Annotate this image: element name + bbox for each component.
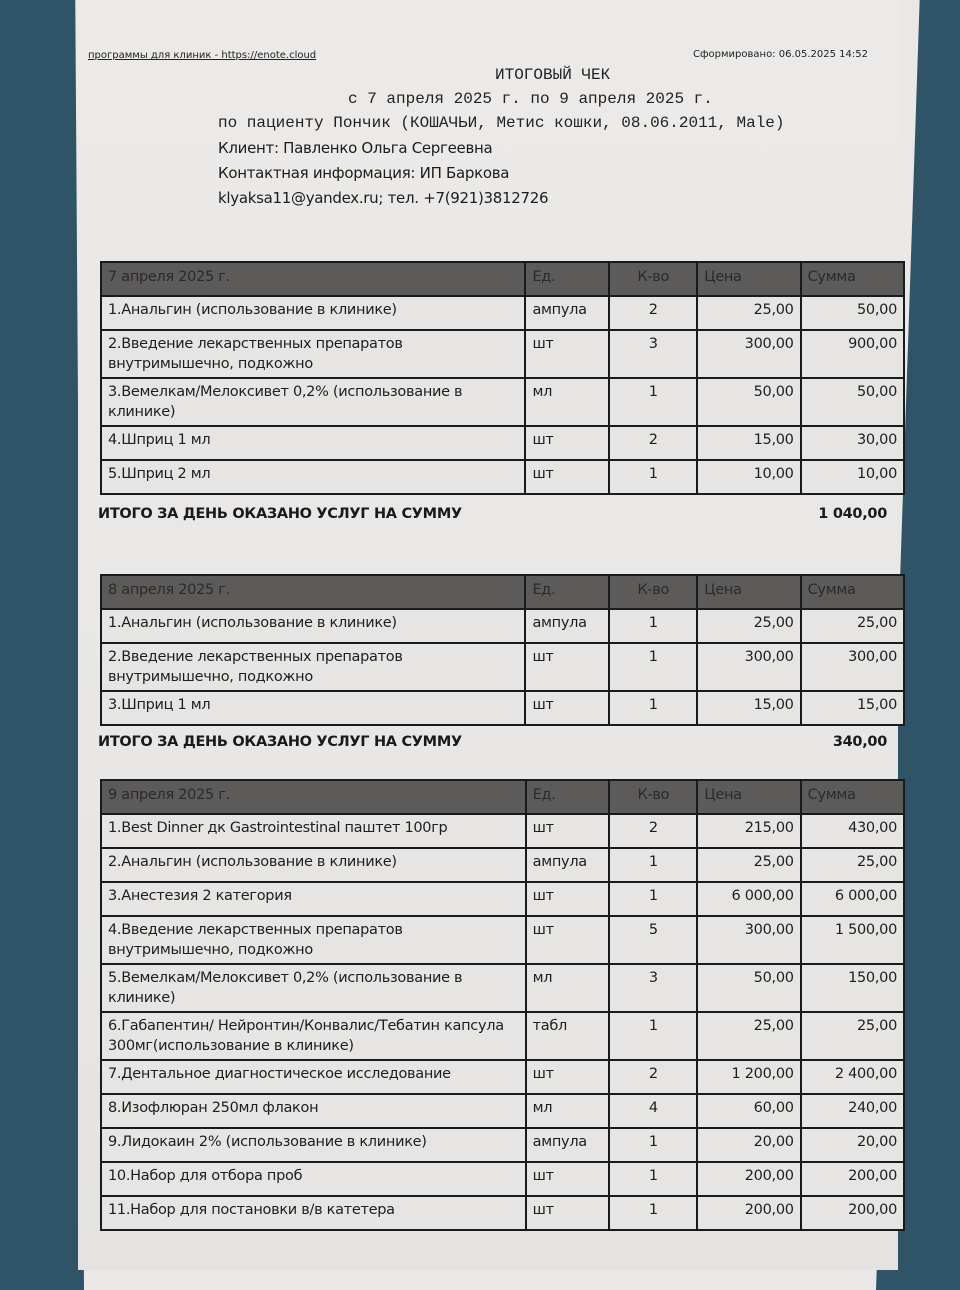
table-row [101,1094,904,1128]
item-price: 50,00 [697,964,800,1012]
item-price: 50,00 [697,378,800,426]
item-name: 1.Анальгин (использование в клинике) [101,296,525,330]
day-date: 7 апреля 2025 г. [101,262,525,296]
item-name: 10.Набор для отбора проб [101,1162,526,1196]
item-price: 6 000,00 [697,882,800,916]
col-price: Цена [697,575,800,609]
item-qty: 3 [609,330,697,378]
col-sum: Сумма [801,780,904,814]
item-price: 15,00 [697,426,800,460]
table-row [101,691,904,725]
item-name: 1.Best Dinner дк Gastrointestinal паштет 100гр [101,814,526,848]
item-sum: 430,00 [801,814,904,848]
item-name: 11.Набор для постановки в/в катетера [101,1196,526,1230]
item-sum: 6 000,00 [801,882,904,916]
item-unit: ампула [525,609,609,643]
item-name: 4.Шприц 1 мл [101,426,525,460]
item-qty: 1 [609,609,697,643]
item-unit: мл [525,378,609,426]
item-unit: ампула [526,1128,610,1162]
item-unit: шт [526,1196,610,1230]
item-qty: 1 [609,460,697,494]
col-price: Цена [697,262,800,296]
contact-info: Контактная информация: ИП Баркова [218,164,510,182]
vendor-link[interactable]: программы для клиник - https://enote.cloud [88,50,317,61]
item-unit: табл [526,1012,610,1060]
col-sum: Сумма [801,262,904,296]
day-date: 8 апреля 2025 г. [101,575,525,609]
col-price: Цена [697,780,800,814]
table-row [101,814,904,848]
item-name: 5.Вемелкам/Мелоксивет 0,2% (использование в клинике) [101,964,526,1012]
client-name: Клиент: Павленко Ольга Сергеевна [218,139,493,157]
item-name: 2.Введение лекарственных препаратов внутримышечно, подкожно [101,643,525,691]
day-total-amount: 340,00 [832,734,887,750]
item-price: 215,00 [697,814,800,848]
item-price: 200,00 [697,1162,800,1196]
day-table-1 [100,261,905,495]
day-header-row [101,575,904,609]
item-sum: 30,00 [801,426,904,460]
item-name: 8.Изофлюран 250мл флакон [101,1094,526,1128]
item-sum: 25,00 [801,1012,904,1060]
patient-info: по пациенту Пончик (КОШАЧЬИ, Метис кошки, 08.06.2011, Male) [218,114,785,132]
day-total-2 [98,734,893,750]
item-unit: шт [525,460,609,494]
day-table-3 [100,779,905,1231]
item-sum: 1 500,00 [801,916,904,964]
item-sum: 900,00 [801,330,904,378]
item-unit: шт [525,426,609,460]
table-row [101,296,904,330]
item-unit: шт [526,1060,610,1094]
item-price: 200,00 [697,1196,800,1230]
table-row [101,460,904,494]
item-qty: 4 [609,1094,697,1128]
table-row [101,426,904,460]
table-row [101,1196,904,1230]
item-name: 6.Габапентин/ Нейронтин/Конвалис/Тебатин капсула 300мг(использование в клинике) [101,1012,526,1060]
item-unit: шт [525,330,609,378]
item-qty: 1 [609,643,697,691]
item-name: 3.Анестезия 2 категория [101,882,526,916]
item-qty: 2 [609,296,697,330]
receipt-title: ИТОГОВЫЙ ЧЕК [495,66,611,84]
item-qty: 2 [609,814,697,848]
item-qty: 3 [609,964,697,1012]
item-name: 2.Введение лекарственных препаратов внутримышечно, подкожно [101,330,525,378]
generated-timestamp: Сформировано: 06.05.2025 14:52 [693,49,868,60]
item-unit: шт [526,814,610,848]
item-sum: 240,00 [801,1094,904,1128]
table-row [101,378,904,426]
table-row [101,330,904,378]
item-unit: ампула [526,848,610,882]
item-name: 5.Шприц 2 мл [101,460,525,494]
table-row [101,1012,904,1060]
item-price: 15,00 [697,691,800,725]
item-qty: 2 [609,426,697,460]
col-unit: Ед. [526,780,610,814]
table-row [101,848,904,882]
receipt-period: с 7 апреля 2025 г. по 9 апреля 2025 г. [348,90,713,108]
table-row [101,1162,904,1196]
item-name: 3.Шприц 1 мл [101,691,525,725]
item-unit: шт [526,1162,610,1196]
item-name: 1.Анальгин (использование в клинике) [101,609,525,643]
item-name: 4.Введение лекарственных препаратов внутримышечно, подкожно [101,916,526,964]
item-price: 25,00 [697,1012,800,1060]
item-price: 60,00 [697,1094,800,1128]
item-sum: 25,00 [801,848,904,882]
item-price: 25,00 [697,296,800,330]
item-price: 10,00 [697,460,800,494]
table-row [101,643,904,691]
item-qty: 1 [609,378,697,426]
item-unit: мл [526,1094,610,1128]
item-qty: 1 [609,882,697,916]
table-row [101,1128,904,1162]
item-unit: шт [525,691,609,725]
day-total-1 [98,506,893,522]
item-sum: 50,00 [801,378,904,426]
item-qty: 1 [609,1162,697,1196]
item-unit: шт [525,643,609,691]
item-unit: мл [526,964,610,1012]
item-qty: 1 [609,1012,697,1060]
item-sum: 150,00 [801,964,904,1012]
item-qty: 1 [609,691,697,725]
item-name: 9.Лидокаин 2% (использование в клинике) [101,1128,526,1162]
item-sum: 2 400,00 [801,1060,904,1094]
day-total-label: ИТОГО ЗА ДЕНЬ ОКАЗАНО УСЛУГ НА СУММУ [98,734,462,750]
day-date: 9 апреля 2025 г. [101,780,526,814]
table-row [101,609,904,643]
item-qty: 2 [609,1060,697,1094]
item-unit: шт [526,916,610,964]
col-unit: Ед. [525,262,609,296]
col-qty: К-во [609,575,697,609]
item-sum: 200,00 [801,1162,904,1196]
day-header-row [101,780,904,814]
item-sum: 200,00 [801,1196,904,1230]
day-total-amount: 1 040,00 [818,506,887,522]
item-name: 2.Анальгин (использование в клинике) [101,848,526,882]
table-row [101,964,904,1012]
item-price: 25,00 [697,609,800,643]
item-price: 1 200,00 [697,1060,800,1094]
col-qty: К-во [609,262,697,296]
day-total-label: ИТОГО ЗА ДЕНЬ ОКАЗАНО УСЛУГ НА СУММУ [98,506,462,522]
item-sum: 10,00 [801,460,904,494]
item-qty: 1 [609,848,697,882]
table-row [101,882,904,916]
day-table-2 [100,574,905,726]
item-sum: 15,00 [801,691,904,725]
item-qty: 5 [609,916,697,964]
item-sum: 300,00 [801,643,904,691]
day-header-row [101,262,904,296]
item-unit: ампула [525,296,609,330]
col-unit: Ед. [525,575,609,609]
item-qty: 1 [609,1196,697,1230]
item-unit: шт [526,882,610,916]
item-name: 7.Дентальное диагностическое исследование [101,1060,526,1094]
table-row [101,916,904,964]
item-qty: 1 [609,1128,697,1162]
item-sum: 25,00 [801,609,904,643]
item-sum: 50,00 [801,296,904,330]
table-row [101,1060,904,1094]
item-sum: 20,00 [801,1128,904,1162]
col-qty: К-во [609,780,697,814]
col-sum: Сумма [801,575,904,609]
item-price: 300,00 [697,330,800,378]
item-price: 300,00 [697,643,800,691]
item-name: 3.Вемелкам/Мелоксивет 0,2% (использование в клинике) [101,378,525,426]
item-price: 300,00 [697,916,800,964]
item-price: 25,00 [697,848,800,882]
item-price: 20,00 [697,1128,800,1162]
email-phone: klyaksa11@yandex.ru; тел. +7(921)3812726 [218,189,549,207]
